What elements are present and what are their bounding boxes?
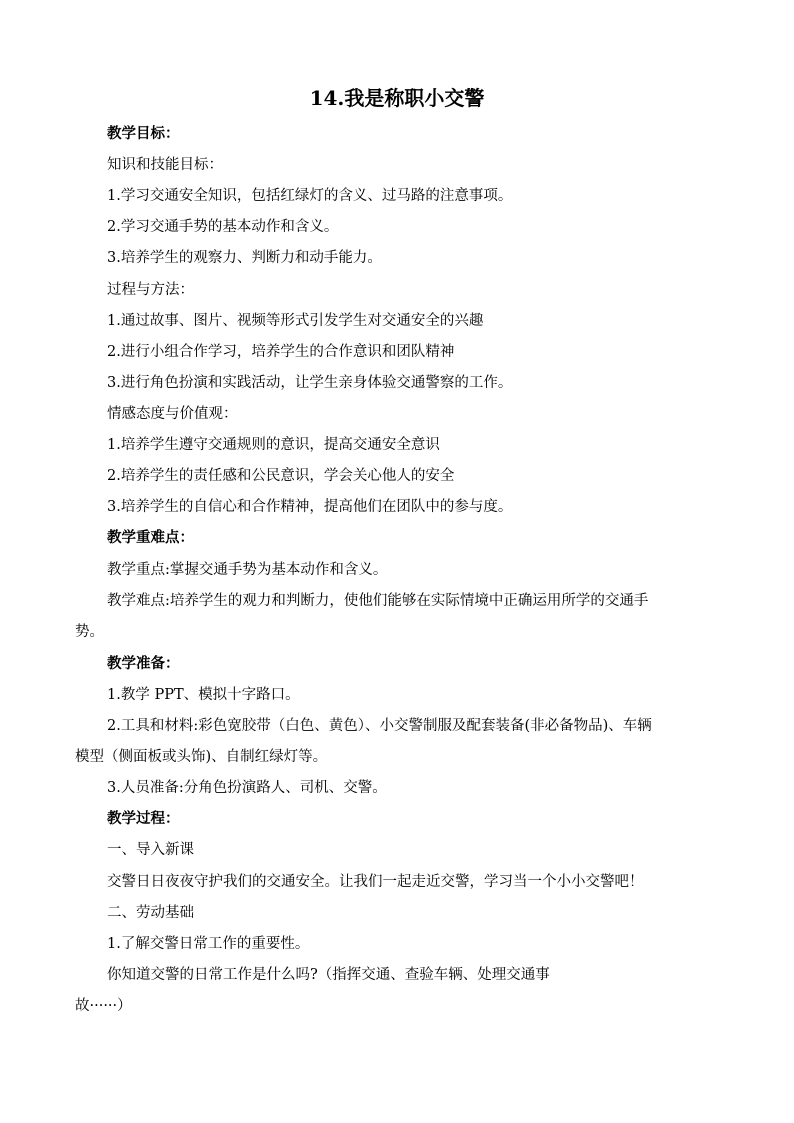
list-item: 3.人员准备:分角色扮演路人、司机、交警。 bbox=[107, 780, 387, 796]
paragraph-question: 你知道交警的日常工作是什么吗?（指挥交通、查验车辆、处理交通事 bbox=[107, 967, 550, 983]
list-item: 3.培养学生的自信心和合作精神，提高他们在团队中的参与度。 bbox=[107, 499, 513, 515]
subheading-attitude-values: 情感态度与价值观： bbox=[107, 406, 238, 422]
page-title: 14.我是称职小交警 bbox=[309, 86, 485, 110]
list-item: 3.培养学生的观察力、判断力和动手能力。 bbox=[107, 250, 382, 266]
paragraph-difficult-point: 教学难点:培养学生的观力和判断力，使他们能够在实际情境中正确运用所学的交通手 bbox=[107, 593, 649, 609]
paragraph-continuation: 故······） bbox=[75, 998, 132, 1014]
list-item: 3.进行角色扮演和实践活动，让学生亲身体验交通警察的工作。 bbox=[107, 375, 513, 391]
paragraph-key-point: 教学重点:掌握交通手势为基本动作和含义。 bbox=[107, 562, 388, 578]
list-item: 2.培养学生的责任感和公民意识，学会关心他人的安全 bbox=[107, 468, 455, 484]
list-item: 2.学习交通手势的基本动作和含义。 bbox=[107, 219, 339, 235]
list-item: 1.培养学生遵守交通规则的意识，提高交通安全意识 bbox=[107, 437, 440, 453]
heading-key-points: 教学重难点： bbox=[107, 529, 194, 546]
list-item: 1.学习交通安全知识，包括红绿灯的含义、过马路的注意事项。 bbox=[107, 188, 513, 204]
list-item: 1.教学 PPT、模拟十字路口。 bbox=[107, 687, 300, 703]
heading-preparation: 教学准备： bbox=[107, 655, 180, 672]
list-item: 1.了解交警日常工作的重要性。 bbox=[107, 936, 310, 952]
list-item: 1.通过故事、图片、视频等形式引发学生对交通安全的兴趣 bbox=[107, 313, 484, 329]
paragraph-continuation: 模型（侧面板或头饰)、自制红绿灯等。 bbox=[75, 749, 328, 765]
section-heading-intro: 一、导入新课 bbox=[107, 842, 194, 858]
paragraph-continuation: 势。 bbox=[75, 624, 104, 640]
list-item: 2.工具和材料:彩色宽胶带（白色、黄色）、小交警制服及配套装备(非必备物品)、车辆 bbox=[107, 718, 652, 734]
paragraph: 交警日日夜夜守护我们的交通安全。让我们一起走近交警，学习当一个小小交警吧！ bbox=[107, 874, 644, 890]
heading-teaching-process: 教学过程： bbox=[107, 810, 180, 827]
section-heading-labor-basics: 二、劳动基础 bbox=[107, 905, 194, 921]
heading-teaching-goals: 教学目标： bbox=[107, 125, 180, 142]
list-item: 2.进行小组合作学习，培养学生的合作意识和团队精神 bbox=[107, 344, 455, 360]
subheading-knowledge-skills: 知识和技能目标： bbox=[107, 157, 223, 173]
subheading-process-method: 过程与方法： bbox=[107, 282, 194, 298]
